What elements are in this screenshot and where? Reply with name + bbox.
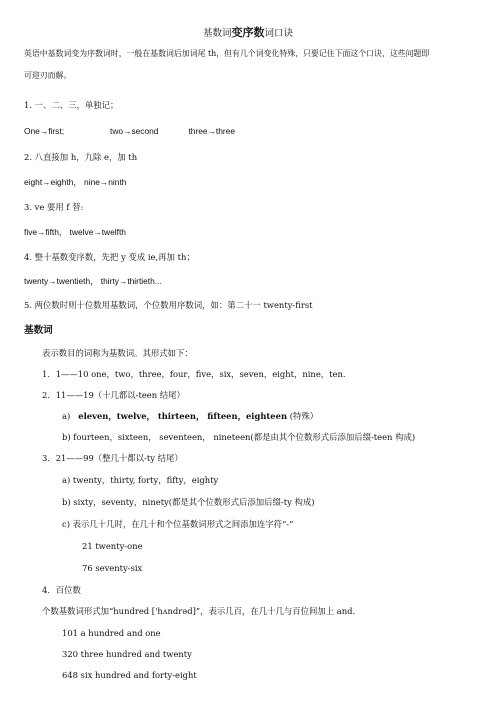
title-prefix: 基数词 — [202, 28, 232, 39]
item-2a-label: a) — [62, 411, 71, 421]
intro-line-1: 英语中基数词变为序数词时，一般在基数词后加词尾 th，但有几个词变化特殊，只要记住下面这个口诀，这些问题即 — [24, 49, 430, 58]
page-title — [0, 27, 496, 39]
item-2: 2．11——19（十几都以-teen 结尾） — [42, 390, 185, 400]
rule-3-heading: 3. ve 要用 f 替: — [24, 202, 84, 212]
rule-1-examples — [24, 126, 235, 137]
item-2b: b) fourteen，sixteen， seventeen， nineteen(都是由其个位数形式后添加后缀-teen 构成) — [62, 432, 416, 442]
example-101: 101 a hundred and one — [62, 628, 161, 638]
rule-4-heading: 4. 整十基数变序数，先把 y 变成 ie,再加 th； — [24, 252, 195, 262]
item-3a: a) twenty，thirty, forty，fifty，eighty — [62, 475, 219, 485]
rule-2-heading: 2. 八直接加 h，九除 e，加 th — [24, 152, 138, 162]
example-21: 21 twenty-one — [82, 541, 143, 551]
item-3c: c) 表示几十几时，在几十和个位基数词形式之间添加连字符“-” — [62, 519, 294, 529]
item-4-description: 个数基数词形式加“hundred ['hʌndrəd]”，表示几百，在几十几与百位间加上 and. — [42, 606, 356, 616]
rule-1-example-1: One→first; — [24, 126, 65, 136]
example-320: 320 three hundred and twenty — [62, 649, 192, 659]
rule-1-example-3: three→three — [188, 126, 236, 136]
rule-4-examples: twenty→twentieth， thirty→thirtieth... — [24, 276, 162, 286]
section-heading: 基数词 — [24, 325, 53, 336]
rule-3-examples: five→fifth， twelve→twelfth — [24, 227, 126, 237]
rule-1-example-2: two→second — [110, 126, 159, 136]
example-648: 648 six hundred and forty-eight — [62, 670, 197, 680]
rule-5-heading: 5. 两位数时则十位数用基数词，个位数用序数词，如：第二十一 twenty-first — [24, 300, 313, 310]
item-2a-note: (特殊） — [287, 411, 319, 421]
title-suffix: 词口诀 — [264, 28, 294, 39]
item-2a-words: eleven，twelve， thirteen， fifteen，eighteen — [78, 411, 288, 421]
rule-2-examples: eight→eighth， nine→ninth — [24, 177, 127, 187]
example-76: 76 seventy-six — [82, 563, 143, 573]
item-3: 3．21——99（整几十都以-ty 结尾） — [42, 453, 183, 463]
title-emphasis: 变序数 — [231, 26, 265, 39]
section-description: 表示数目的词称为基数词。其形式如下： — [42, 348, 193, 358]
item-2a — [62, 411, 318, 422]
rule-1-heading: 1. 一、二、三，单独记； — [24, 100, 119, 110]
item-1: 1．1——10 one，two，three，four，five，six，seven，eight，nine，ten. — [42, 369, 346, 379]
intro-line-2: 可迎刃而解。 — [24, 71, 72, 80]
item-4: 4．百位数 — [42, 585, 81, 595]
item-3b: b) sixty，seventy，ninety(都是其个位数形式后添加后缀-ty 构成) — [62, 497, 315, 507]
